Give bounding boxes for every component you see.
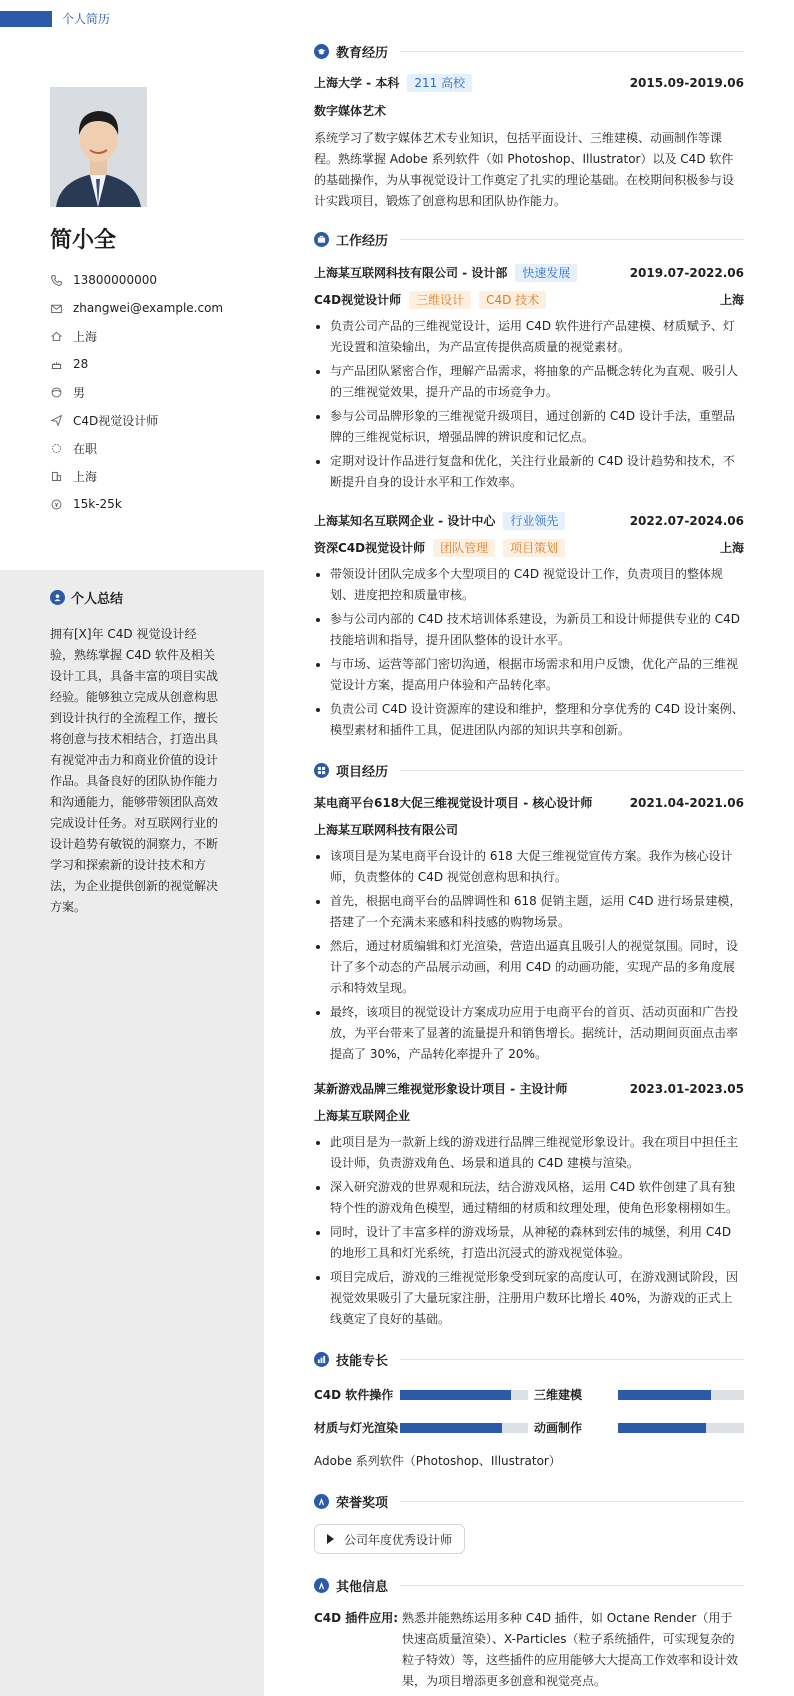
summary-text: 拥有[X]年 C4D 视觉设计经验，熟练掌握 C4D 软件及相关设计工具，具备丰富的项目实战经验。能够独立完成从创意构思到设计执行的全流程工作，擅长将创意与技术相结合，打造出具有视觉冲击力和商业价值的设计作品。具备良好的团队协作能力和沟通能力，能够带领团队高效完成设计任务。对互联网行业的设计趋势有敏锐的洞察力，不断学习和探索新的设计技术和方法，为企业提供创新的视觉解决方案。	[50, 627, 219, 914]
education-major-row	[314, 101, 744, 121]
summary-title: 个人总结	[71, 592, 124, 607]
projects-heading	[314, 757, 744, 783]
other-value: 熟悉并能熟练运用多种 C4D 插件，如 Octane Render（用于快速高质量渲染）、X-Particles（粒子系统插件，可实现复杂的粒子特效）等，这些插件的应用能够大大提高工作效率和设计效果，为项目增添更多创意和视觉亮点。	[402, 1611, 739, 1688]
award-text: 公司年度优秀设计师	[344, 1532, 453, 1547]
project-1-name: 某电商平台618大促三维视觉设计项目 - 核心设计师	[314, 796, 593, 810]
info-status	[50, 434, 223, 462]
divider	[400, 239, 744, 240]
info-gender-text: 男	[73, 385, 86, 400]
skill-bar	[400, 1423, 528, 1433]
info-phone	[50, 266, 223, 294]
list-item: 定期对设计作品进行复盘和优化，关注行业最新的 C4D 设计趋势和技术，不断提升自身的设计水平和工作效率。	[314, 451, 744, 493]
list-item: 项目完成后，游戏的三维视觉形象受到玩家的高度认可，在游戏测试阶段，因视觉效果吸引了大量玩家注册，注册用户数环比增长 40%，为游戏的正式上线奠定了良好的基础。	[314, 1267, 744, 1330]
work-title: 工作经历	[336, 233, 389, 249]
list-item: 该项目是为某电商平台设计的 618 大促三维视觉宣传方案。我作为核心设计师，负责整体的 C4D 视觉创意构思和执行。	[314, 846, 744, 888]
project-1-company-row	[314, 820, 744, 840]
education-heading	[314, 38, 744, 64]
list-item: 与市场、运营等部门密切沟通，根据市场需求和用户反馈，优化产品的三维视觉设计方案，提高用户体验和产品转化率。	[314, 654, 744, 696]
project-1-date: 2021.04-2021.06	[629, 796, 744, 810]
project-2-company-row	[314, 1106, 744, 1126]
briefcase-icon	[314, 232, 329, 247]
skill-bar	[618, 1423, 744, 1433]
info-city	[50, 462, 223, 490]
award-icon	[314, 1494, 329, 1509]
graduation-cap-icon	[314, 44, 329, 59]
list-item: 参与公司内部的 C4D 技术培训体系建设，为新员工和设计师提供专业的 C4D 技能培训和指导，提升团队整体的设计水平。	[314, 609, 744, 651]
job-2-role-tag: 团队管理	[433, 539, 495, 557]
skill-label: C4D 软件操作	[314, 1388, 394, 1402]
job-2-company: 上海某知名互联网企业 - 设计中心	[314, 514, 496, 528]
other-heading	[314, 1572, 744, 1598]
divider	[400, 51, 744, 52]
list-item: 此项目是为一款新上线的游戏进行品牌三维视觉形象设计。我在项目中担任主设计师，负责游戏角色、场景和道具的 C4D 建模与渲染。	[314, 1132, 744, 1174]
skill-item	[314, 1386, 534, 1403]
job-2-role: 资深C4D视觉设计师	[314, 541, 426, 555]
awards-heading	[314, 1488, 744, 1514]
skills-heading	[314, 1346, 744, 1372]
info-position-text: C4D视觉设计师	[73, 413, 159, 428]
list-item: 深入研究游戏的世界观和玩法，结合游戏风格，运用 C4D 软件创建了具有独特个性的游戏角色模型，通过精细的材质和纹理处理，使角色形象栩栩如生。	[314, 1177, 744, 1219]
skill-bar-fill	[618, 1390, 711, 1400]
job-2-header	[314, 511, 744, 531]
skill-item	[314, 1419, 534, 1436]
project-1-header	[314, 793, 744, 813]
skill-item	[534, 1386, 744, 1403]
main-content	[314, 38, 744, 1692]
building-icon	[50, 470, 63, 483]
skill-bar-fill	[400, 1423, 502, 1433]
job-1-tag: 快速发展	[515, 264, 577, 282]
skill-bar	[400, 1390, 528, 1400]
play-icon	[327, 1534, 334, 1544]
project-1-bullets	[314, 846, 744, 1065]
send-icon	[50, 414, 63, 427]
education-major: 数字媒体艺术	[314, 104, 387, 118]
job-1-role: C4D视觉设计师	[314, 293, 402, 307]
award-item	[314, 1524, 465, 1554]
list-item: 与产品团队紧密合作，理解产品需求，将抽象的产品概念转化为直观、吸引人的三维视觉效果，提升产品的市场竞争力。	[314, 361, 744, 403]
job-2-date: 2022.07-2024.06	[629, 514, 744, 528]
list-item: 同时，设计了丰富多样的游戏场景，从神秘的森林到宏伟的城堡，利用 C4D 的地形工具和灯光系统，打造出沉浸式的游戏视觉体验。	[314, 1222, 744, 1264]
profile-info-list	[50, 266, 223, 518]
job-2-bullets	[314, 564, 744, 741]
list-item: 负责公司产品的三维视觉设计，运用 C4D 软件进行产品建模、材质赋予、灯光设置和渲染输出，为产品宣传提供高质量的视觉素材。	[314, 316, 744, 358]
info-phone-text: 13800000000	[73, 273, 157, 287]
other-title: 其他信息	[336, 1579, 389, 1595]
avatar	[50, 87, 147, 207]
info-status-text: 在职	[73, 441, 98, 456]
skill-bar-fill	[618, 1423, 706, 1433]
education-row	[314, 73, 744, 93]
info-icon	[314, 1578, 329, 1593]
skills-title: 技能专长	[336, 1353, 389, 1369]
education-tag: 211 高校	[407, 74, 472, 92]
info-city-text: 上海	[73, 469, 98, 484]
info-location-text: 上海	[73, 329, 98, 344]
info-email-text: zhangwei@example.com	[73, 301, 224, 315]
divider	[400, 1359, 744, 1360]
job-1-role-tag: 三维设计	[409, 291, 471, 309]
summary-heading	[50, 588, 123, 607]
gender-icon	[50, 386, 63, 399]
skill-bar-fill	[400, 1390, 511, 1400]
job-1-role-row	[314, 290, 744, 310]
job-1-company: 上海某互联网科技有限公司 - 设计部	[314, 266, 508, 280]
job-1-role-tag: C4D 技术	[479, 291, 546, 309]
list-item: 然后，通过材质编辑和灯光渲染，营造出逼真且吸引人的视觉氛围。同时，设计了多个动态的产品展示动画，利用 C4D 的动画功能，实现产品的多角度展示和特效呈现。	[314, 936, 744, 999]
info-position	[50, 406, 223, 434]
skill-bar	[618, 1390, 744, 1400]
skill-label: 动画制作	[534, 1421, 583, 1435]
job-2-role-row	[314, 538, 744, 558]
education-date: 2015.09-2019.06	[629, 76, 744, 90]
divider	[400, 1585, 744, 1586]
project-2-bullets	[314, 1132, 744, 1330]
divider	[400, 770, 744, 771]
job-1-city: 上海	[719, 293, 744, 307]
project-2-header	[314, 1079, 744, 1099]
other-key: C4D 插件应用:	[314, 1611, 399, 1625]
phone-icon	[50, 274, 63, 287]
header-label: 个人简历	[62, 12, 111, 26]
status-icon	[50, 442, 63, 455]
education-title: 教育经历	[336, 45, 389, 61]
job-1-header	[314, 263, 744, 283]
education-desc: 系统学习了数字媒体艺术专业知识，包括平面设计、三维建模、动画制作等课程。熟练掌握 Adobe 系列软件（如 Photoshop、Illustrator）以及 C4D 软件的基础操作，为从事视觉设计工作奠定了扎实的理论基础。在校期间积极参与设计实践项目，锻炼了创意构思和团队协作能力。	[314, 131, 735, 208]
list-item: 负责公司 C4D 设计资源库的建设和维护，整理和分享优秀的 C4D 设计案例、模型素材和插件工具，促进团队内部的知识共享和创新。	[314, 699, 744, 741]
skill-label: 材质与灯光渲染	[314, 1421, 399, 1435]
other-row	[314, 1608, 744, 1692]
list-item: 首先，根据电商平台的品牌调性和 618 促销主题，运用 C4D 进行场景建模，搭建了一个充满未来感和科技感的购物场景。	[314, 891, 744, 933]
header-accent-bar	[0, 11, 52, 27]
info-location	[50, 322, 223, 350]
salary-icon	[50, 498, 63, 511]
info-age-text: 28	[73, 357, 89, 371]
project-2-date: 2023.01-2023.05	[629, 1082, 744, 1096]
user-icon	[50, 590, 65, 605]
info-email	[50, 294, 223, 322]
job-1-bullets	[314, 316, 744, 493]
skill-item	[534, 1419, 744, 1436]
list-item: 参与公司品牌形象的三维视觉升级项目，通过创新的 C4D 设计手法，重塑品牌的三维视觉标识，增强品牌的辨识度和记忆点。	[314, 406, 744, 448]
job-1-date: 2019.07-2022.06	[629, 266, 744, 280]
job-2-role-tag: 项目策划	[503, 539, 565, 557]
age-icon	[50, 358, 63, 371]
home-icon	[50, 330, 63, 343]
profile-name: 简小全	[50, 228, 117, 253]
info-salary	[50, 490, 223, 518]
project-2-name: 某新游戏品牌三维视觉形象设计项目 - 主设计师	[314, 1082, 568, 1096]
awards-title: 荣誉奖项	[336, 1495, 389, 1511]
skill-label: 三维建模	[534, 1388, 583, 1402]
info-gender	[50, 378, 223, 406]
grid-icon	[314, 763, 329, 778]
projects-title: 项目经历	[336, 764, 389, 780]
list-item: 最终，该项目的视觉设计方案成功应用于电商平台的首页、活动页面和广告投放，为平台带来了显著的流量提升和销售增长。据统计，活动期间页面点击率提高了 30%，产品转化率提升了 20%。	[314, 1002, 744, 1065]
job-2-city: 上海	[719, 541, 744, 555]
skills-extra: Adobe 系列软件（Photoshop、Illustrator）	[314, 1454, 561, 1468]
list-item: 带领设计团队完成多个大型项目的 C4D 视觉设计工作，负责项目的整体规划、进度把控和质量审核。	[314, 564, 744, 606]
mail-icon	[50, 302, 63, 315]
project-2-company: 上海某互联网企业	[314, 1109, 411, 1123]
info-salary-text: 15k-25k	[73, 497, 122, 511]
project-1-company: 上海某互联网科技有限公司	[314, 823, 459, 837]
work-heading	[314, 226, 744, 252]
divider	[400, 1501, 744, 1502]
education-school: 上海大学 - 本科	[314, 76, 400, 90]
info-age	[50, 350, 223, 378]
skills-grid	[314, 1386, 744, 1436]
chart-icon	[314, 1352, 329, 1367]
job-2-tag: 行业领先	[503, 512, 565, 530]
